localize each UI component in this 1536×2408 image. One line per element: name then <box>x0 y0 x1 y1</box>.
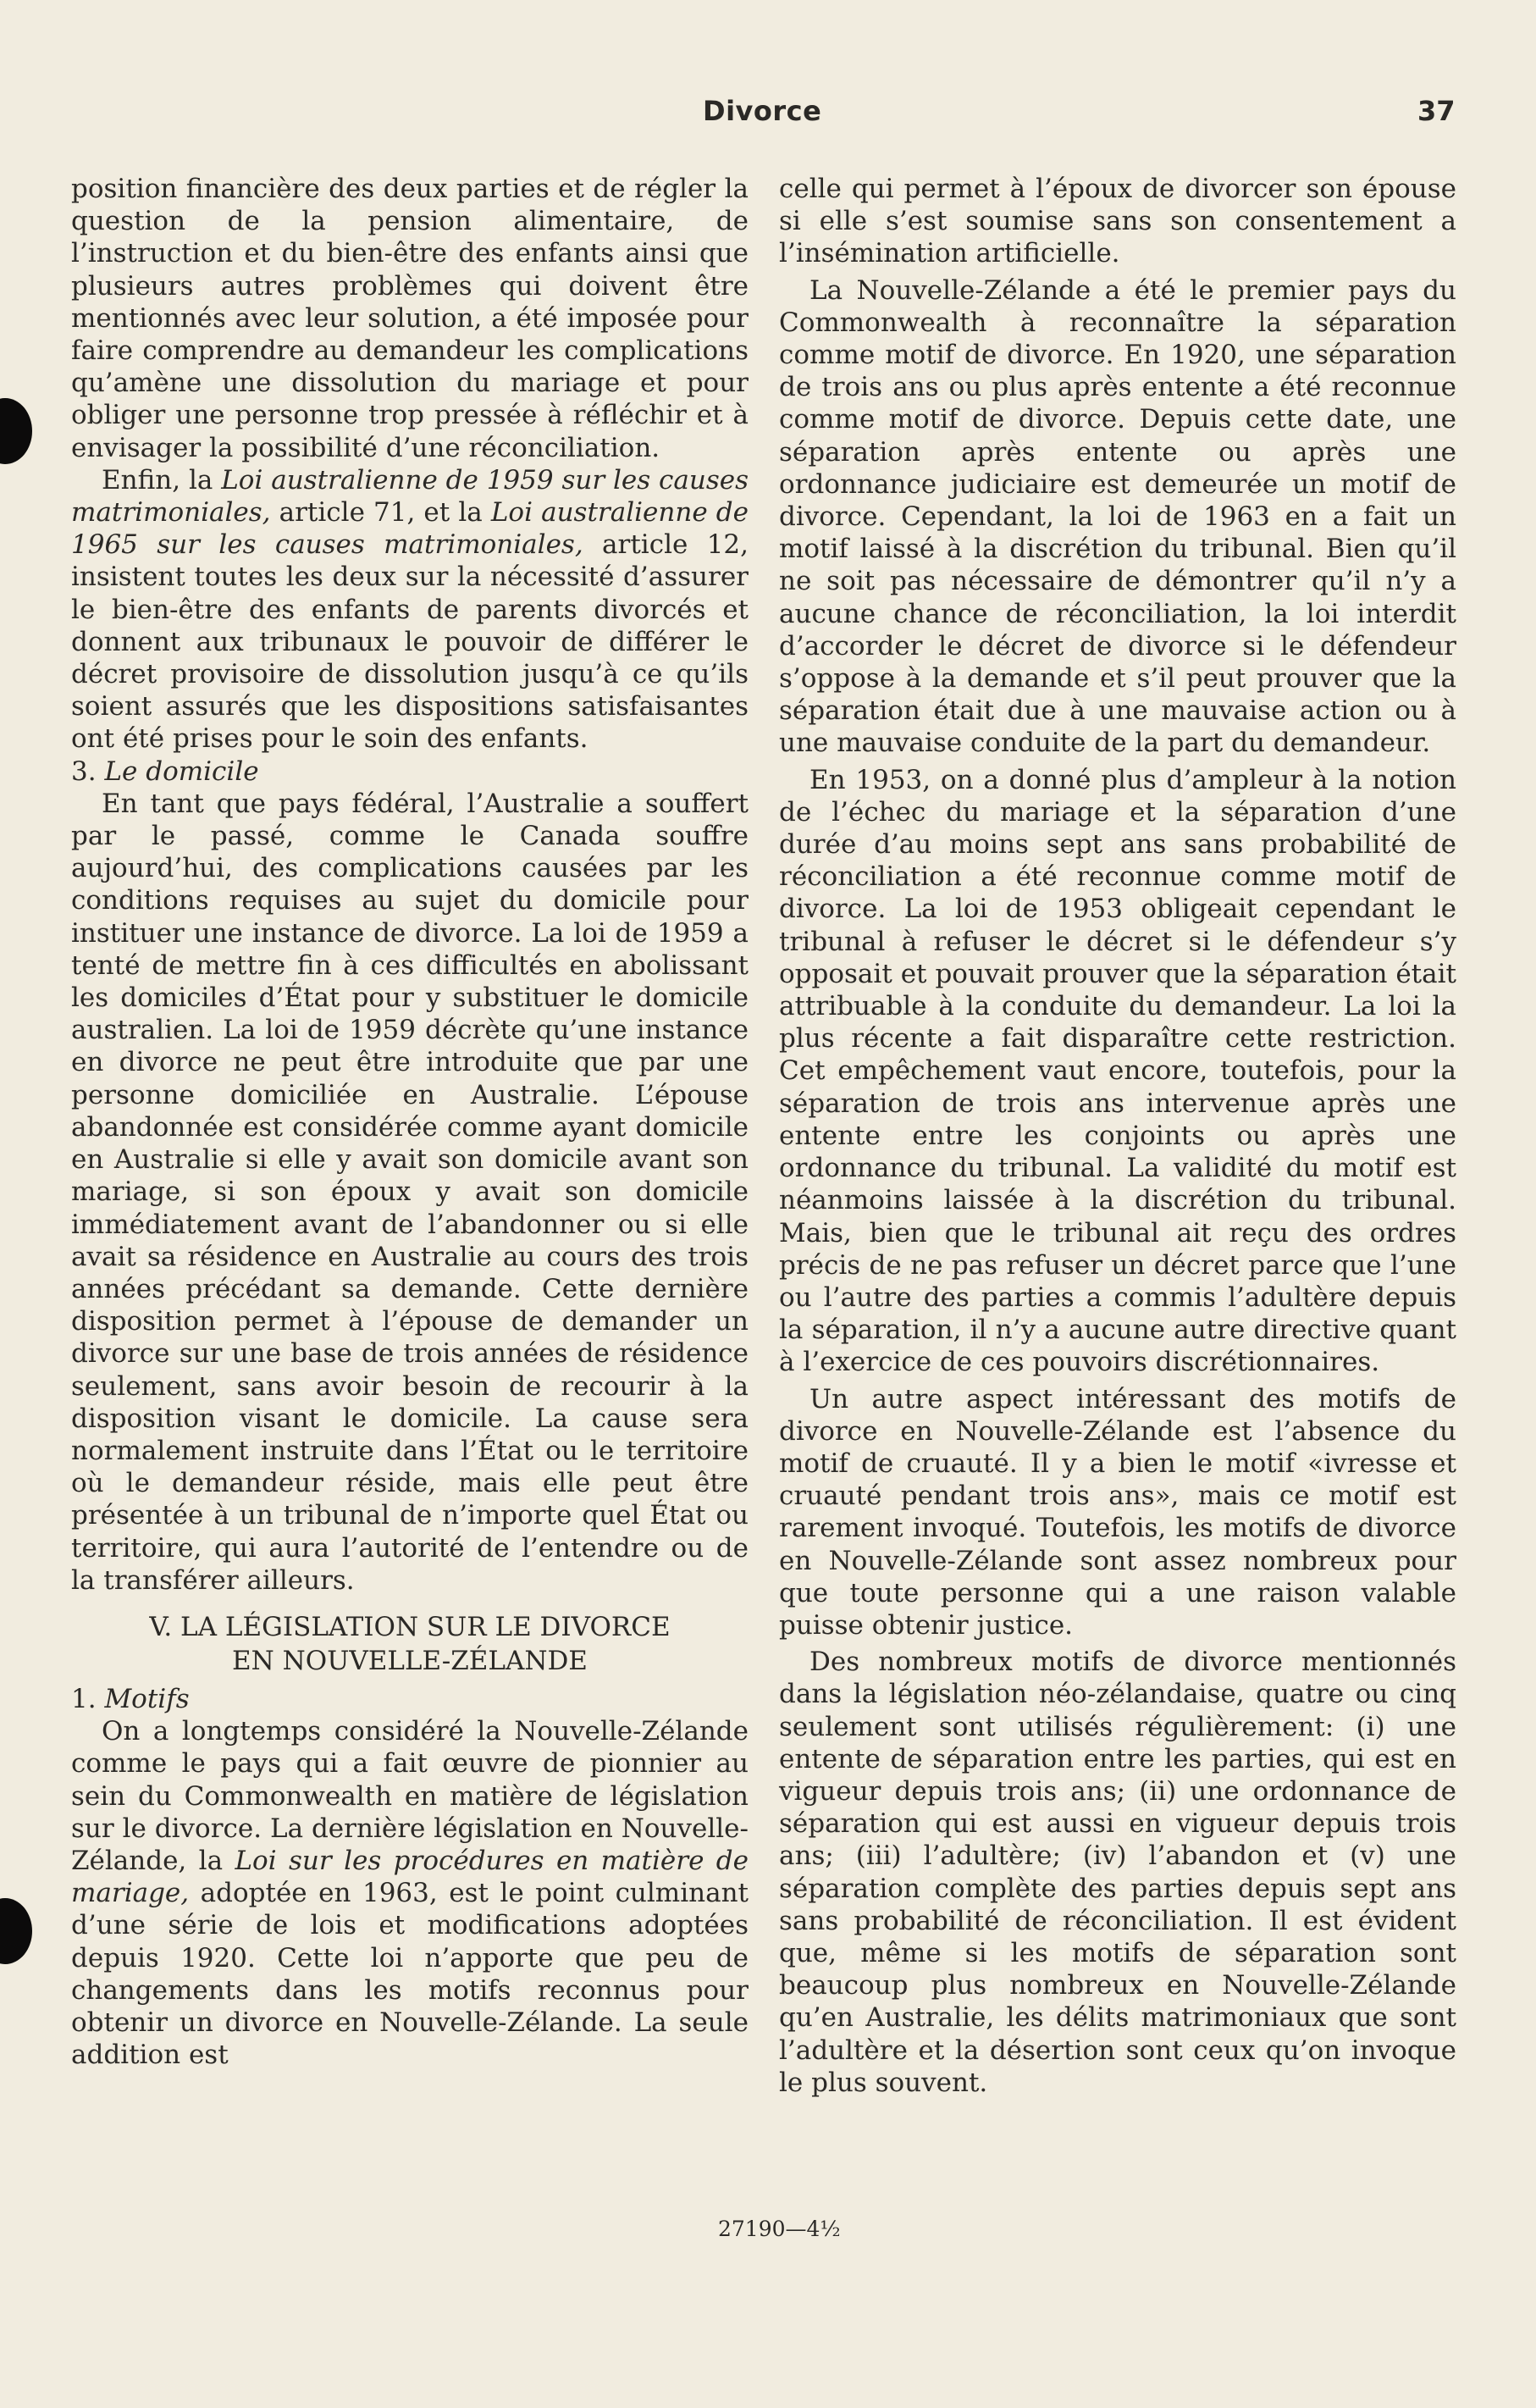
text-run: adoptée en 1963, est le point culminant d’une série de lois et modifications adoptées depuis 1920. Cette loi n’apporte que peu de changements dans les motifs reconnus pour obtenir un divorce en Nouvelle-Zélande. La seule addition est <box>71 1878 749 2071</box>
paragraph: La Nouvelle-Zélande a été le premier pays du Commonwealth à reconnaître la séparation comme motif de divorce. En 1920, une séparation de trois ans ou plus après entente a été reconnue comme motif de divorce. Depuis cette date, une séparation après entente ou après une ordonnance judiciaire est demeurée un motif de divorce. Cependant, la loi de 1963 en a fait un motif laissé à la discrétion du tribunal. Bien qu’il ne soit pas nécessaire de démontrer qu’il n’y a aucune chance de réconciliation, la loi interdit d’accorder le décret de divorce si le défendeur s’oppose à la demande et s’il peut prouver que la séparation était due à une mauvaise action ou à une mauvaise conduite de la part du demandeur. <box>779 274 1456 759</box>
punch-hole <box>0 1898 32 1964</box>
paragraph: En 1953, on a donné plus d’ampleur à la notion de l’échec du mariage et la séparation d’une durée d’au moins sept ans sans probabilité de réconciliation a été reconnue comme motif de divorce. La loi de 1953 obligeait cependant le tribunal à refuser le décret si le défendeur s’y opposait et pouvait prouver que la séparation était attribuable à la conduite du demandeur. La loi la plus récente a fait disparaître cette restriction. Cet empêchement vaut encore, toutefois, pour la séparation de trois ans intervenue après une entente entre les conjoints ou après une ordonnance du tribunal. La validité du motif est néanmoins laissée à la discrétion du tribunal. Mais, bien que le tribunal ait reçu des ordres précis de ne pas refuser un décret parce que l’une ou l’autre des parties a commis l’adultère depuis la séparation, il n’y a aucune autre directive quant à l’exercice de ces pouvoirs discrétionnaires. <box>779 764 1456 1378</box>
page-footer-code: 27190—4½ <box>718 2217 841 2241</box>
paragraph: Des nombreux motifs de divorce mentionnés dans la législation néo-zélandaise, quatre ou cinq seulement sont utilisés régulièrement: (i) une entente de séparation entre les parties, qui est en vigueur depuis trois ans; (ii) une ordonnance de séparation qui est aussi en vigueur depuis trois ans; (iii) l’adultère; (iv) l’abandon et (v) une séparation complète des parties depuis sept ans sans probabilité de réconciliation. Il est évident que, même si les motifs de séparation sont beaucoup plus nombreux en Nouvelle-Zélande qu’en Australie, les délits matrimoniaux que sont l’adultère et la désertion sont ceux qu’on invoque le plus souvent. <box>779 1647 1456 2098</box>
left-column <box>71 173 749 2071</box>
text-run: Enfin, la <box>102 464 222 495</box>
text-run: article 12, insistent toutes les deux sur la nécessité d’assurer le bien-être des enfants de parents divorcés et donnent aux tribunaux le pouvoir de différer le décret provisoire de dissolution jusqu’à ce qu’ils soient assurés que les dispositions satisfaisantes ont été prises pour le soin des enfants. <box>71 529 749 755</box>
law-citation: Loi sur les procédures en matière de mariage, <box>71 1845 749 1909</box>
paragraph: En tant que pays fédéral, l’Australie a souffert par le passé, comme le Canada souffre aujourd’hui, des complications causées par les conditions requises au sujet du domicile pour instituer une instance de divorce. La loi de 1959 a tenté de mettre fin à ces difficultés en abolissant les domiciles d’État pour y substituer le domicile australien. La loi de 1959 décrète qu’une instance en divorce ne peut être introduite que par une personne domiciliée en Australie. L’épouse abandonnée est considérée comme ayant domicile en Australie si elle y avait son domicile avant son mariage, si son époux y avait son domicile immédiatement avant de l’abandonner ou si elle avait sa résidence en Australie au cours des trois années précédant sa demande. Cette dernière disposition permet à l’épouse de demander un divorce sur une base de trois années de résidence seulement, sans avoir besoin de recourir à la disposition visant le domicile. La cause sera normalement instruite dans l’État ou le territoire où le demandeur réside, mais elle peut être présentée à un tribunal de n’importe quel État ou territoire, qui aura l’autorité de l’entendre ou de la transférer ailleurs. <box>71 788 749 1596</box>
section-heading-line: V. LA LÉGISLATION SUR LE DIVORCE <box>149 1611 671 1642</box>
subsection-heading <box>71 756 749 788</box>
subsection-number: 1. <box>71 1683 105 1714</box>
paragraph: position financière des deux parties et de régler la question de la pension alimentaire, de l’instruction et du bien-être des enfants ainsi que plusieurs autres problèmes qui doivent être mentionnés avec leur solution, a été imposée pour faire comprendre au demandeur les complications qu’amène une dissolution du mariage et pour obliger une personne trop pressée à réfléchir et à envisager la possibilité d’une réconciliation. <box>71 174 749 463</box>
paragraph <box>71 1715 749 2071</box>
punch-hole <box>0 398 32 464</box>
text-run: On a longtemps considéré la Nouvelle-Zélande comme le pays qui a fait œuvre de pionnier au sein du Commonwealth en matière de législation sur le divorce. La dernière législation en Nouvelle-Zélande, la <box>71 1716 749 1876</box>
section-heading-line: EN NOUVELLE-ZÉLANDE <box>232 1645 588 1676</box>
page-number: 37 <box>1417 95 1456 127</box>
paragraph: Un autre aspect intéressant des motifs de divorce en Nouvelle-Zélande est l’absence du motif de cruauté. Il y a bien le motif «ivresse et cruauté pendant trois ans», mais ce motif est rarement invoqué. Toutefois, les motifs de divorce en Nouvelle-Zélande sont assez nombreux pour que toute personne qui a une raison valable puisse obtenir justice. <box>779 1383 1456 1641</box>
right-column <box>779 173 1456 2099</box>
law-citation: Loi australienne de 1965 sur les causes matrimoniales, <box>71 497 749 561</box>
paragraph: celle qui permet à l’époux de divorcer son épouse si elle s’est soumise sans son consentement a l’insémination artificielle. <box>779 174 1456 269</box>
running-title: Divorce <box>703 95 822 127</box>
section-heading <box>71 1610 749 1678</box>
subsection-title: Le domicile <box>104 756 259 787</box>
law-citation: Loi australienne de 1959 sur les causes matrimoniales, <box>71 464 749 529</box>
text-run: article 71, et la <box>270 497 491 529</box>
subsection-heading <box>71 1683 749 1715</box>
subsection-title: Motifs <box>104 1683 190 1714</box>
subsection-number: 3. <box>71 756 105 787</box>
page-header <box>0 95 1536 137</box>
paragraph <box>71 464 749 756</box>
